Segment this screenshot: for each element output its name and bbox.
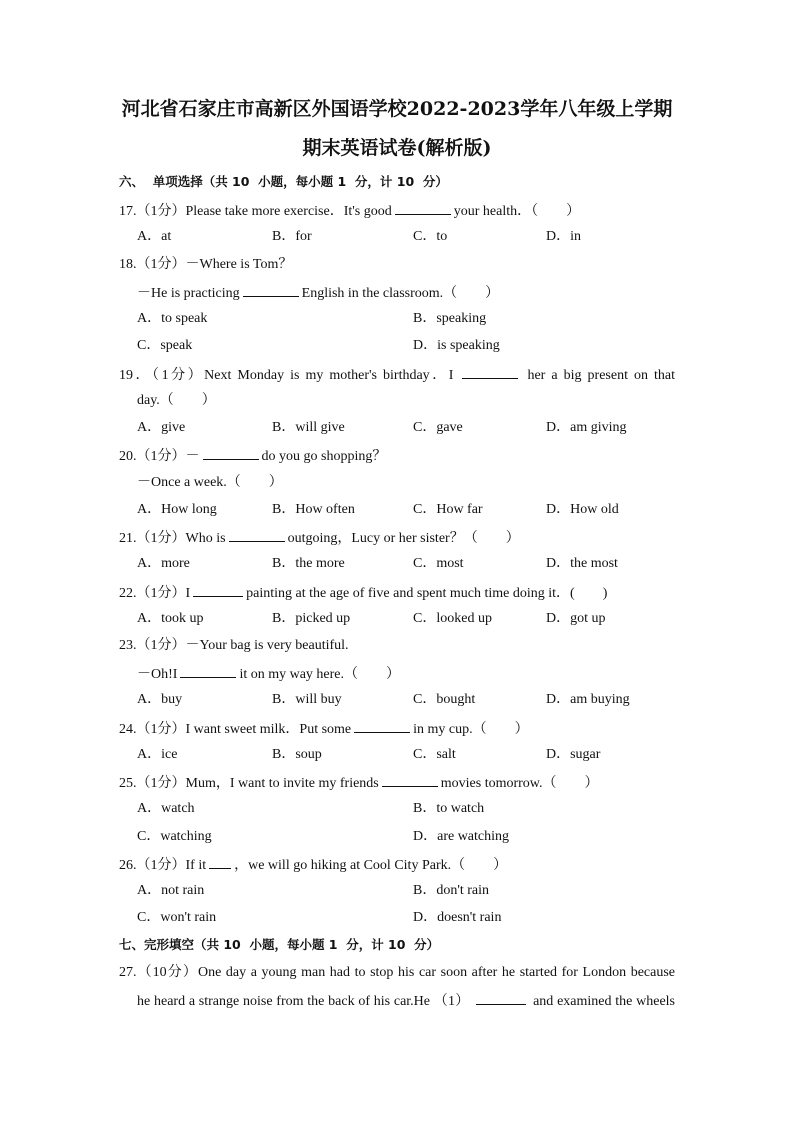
question-24-text: 24.（1分）I want sweet milk．Put some: [119, 722, 352, 737]
exam-title-line1: 河北省石家庄市高新区外国语学校2022-2023学年八年级上学期: [121, 98, 673, 120]
question-26-text-end: ，we will go hiking at Cool City Park.（ ）: [234, 858, 508, 873]
q20-option-b[interactable]: B．How often: [272, 502, 355, 517]
question-19-continued: day.（ ）: [137, 393, 216, 408]
q26-option-d[interactable]: D．doesn't rain: [413, 910, 502, 925]
question-23-response: [137, 664, 400, 684]
answer-blank: [243, 283, 299, 297]
q19-option-d[interactable]: D．am giving: [546, 420, 627, 435]
q17-option-b[interactable]: B．for: [272, 229, 312, 244]
question-25-text: 25.（1分）Mum，I want to invite my friends: [119, 776, 379, 791]
q19-option-a[interactable]: A．give: [137, 420, 186, 435]
question-17-text: 17.（1分）Please take more exercise．It's good: [119, 204, 392, 219]
question-23-text: －Oh!I: [137, 667, 178, 682]
question-27-text: he heard a strange noise from the back of his car.He （1）: [137, 994, 470, 1009]
answer-blank: [203, 446, 259, 460]
q22-option-b[interactable]: B．picked up: [272, 611, 351, 626]
q24-option-b[interactable]: B．soup: [272, 747, 322, 762]
question-25-text-end: movies tomorrow.（ ）: [440, 776, 599, 791]
q23-option-d[interactable]: D．am buying: [546, 692, 630, 707]
section-heading-multiple-choice: 六、 单项选择（共 10 小题，每小题 1 分，计 10 分）: [119, 174, 448, 189]
q21-option-d[interactable]: D．the most: [546, 556, 618, 571]
exam-title-line2: 期末英语试卷(解析版): [302, 137, 492, 159]
q24-option-c[interactable]: C．salt: [413, 747, 456, 762]
q21-option-a[interactable]: A．more: [137, 556, 190, 571]
question-18-text-end: English in the classroom.（ ）: [301, 286, 500, 301]
question-19: [119, 365, 675, 385]
answer-blank: [382, 773, 438, 787]
question-23-text-end: it on my way here.（ ）: [239, 667, 401, 682]
question-26-text: 26.（1分）If it: [119, 858, 207, 873]
question-19-text: 19．（1分）Next Monday is my mother's birthday．I: [119, 368, 454, 383]
q17-option-a[interactable]: A．at: [137, 229, 172, 244]
question-17-text-end: your health．（ ）: [453, 204, 581, 219]
question-18-text: －He is practicing: [137, 286, 240, 301]
q26-option-b[interactable]: B．don't rain: [413, 883, 490, 898]
q18-option-b[interactable]: B．speaking: [413, 311, 487, 326]
question-24-text-end: in my cup.（ ）: [413, 722, 529, 737]
question-22-text-end: painting at the age of five and spent much time doing it．( ): [246, 586, 608, 601]
answer-blank: [209, 855, 231, 869]
question-21: [119, 528, 520, 548]
question-17: [119, 201, 580, 221]
q24-option-d[interactable]: D．sugar: [546, 747, 601, 762]
q18-option-d[interactable]: D．is speaking: [413, 338, 500, 353]
q17-option-d[interactable]: D．in: [546, 229, 581, 244]
question-19-text-end: her a big present on that: [527, 368, 676, 383]
question-26: [119, 855, 507, 875]
q22-option-a[interactable]: A．took up: [137, 611, 204, 626]
question-20-text-end: do you go shopping？: [261, 449, 387, 464]
question-21-text: 21.（1分）Who is: [119, 531, 226, 546]
q18-option-a[interactable]: A．to speak: [137, 311, 208, 326]
answer-blank: [180, 664, 236, 678]
q23-option-c[interactable]: C．bought: [413, 692, 476, 707]
question-27-text-end: and examined the wheels: [533, 994, 675, 1009]
q21-option-b[interactable]: B．the more: [272, 556, 345, 571]
question-24: [119, 719, 529, 739]
question-20-response: －Once a week.（ ）: [137, 475, 283, 490]
question-22: [119, 583, 607, 603]
q25-option-b[interactable]: B．to watch: [413, 801, 485, 816]
q20-option-d[interactable]: D．How old: [546, 502, 619, 517]
question-27: 27.（10分）One day a young man had to stop his car soon after he started for London because: [119, 965, 675, 980]
q26-option-a[interactable]: A．not rain: [137, 883, 205, 898]
question-20: [119, 446, 386, 466]
answer-blank: [462, 365, 518, 379]
answer-blank: [476, 991, 526, 1005]
q20-option-a[interactable]: A．How long: [137, 502, 217, 517]
q19-option-c[interactable]: C．gave: [413, 420, 463, 435]
q21-option-c[interactable]: C．most: [413, 556, 464, 571]
answer-blank: [354, 719, 410, 733]
q23-option-a[interactable]: A．buy: [137, 692, 183, 707]
q23-option-b[interactable]: B．will buy: [272, 692, 342, 707]
question-27-continued: [137, 991, 675, 1011]
q18-option-c[interactable]: C．speak: [137, 338, 193, 353]
question-18: 18.（1分）－Where is Tom？: [119, 257, 293, 272]
section-heading-cloze: 七、完形填空（共 10 小题，每小题 1 分，计 10 分）: [119, 937, 440, 952]
q22-option-d[interactable]: D．got up: [546, 611, 606, 626]
q20-option-c[interactable]: C．How far: [413, 502, 483, 517]
question-25: [119, 773, 599, 793]
q25-option-c[interactable]: C．watching: [137, 829, 212, 844]
question-22-text: 22.（1分）I: [119, 586, 191, 601]
question-23: 23.（1分）－Your bag is very beautiful.: [119, 638, 349, 653]
q19-option-b[interactable]: B．will give: [272, 420, 345, 435]
question-20-text: 20.（1分）－: [119, 449, 200, 464]
q25-option-d[interactable]: D．are watching: [413, 829, 510, 844]
answer-blank: [229, 528, 285, 542]
q25-option-a[interactable]: A．watch: [137, 801, 195, 816]
answer-blank: [193, 583, 243, 597]
q26-option-c[interactable]: C．won't rain: [137, 910, 217, 925]
question-18-response: [137, 283, 499, 303]
q22-option-c[interactable]: C．looked up: [413, 611, 492, 626]
q17-option-c[interactable]: C．to: [413, 229, 448, 244]
question-21-text-end: outgoing，Lucy or her sister？（ ）: [287, 531, 520, 546]
answer-blank: [395, 201, 451, 215]
q24-option-a[interactable]: A．ice: [137, 747, 178, 762]
